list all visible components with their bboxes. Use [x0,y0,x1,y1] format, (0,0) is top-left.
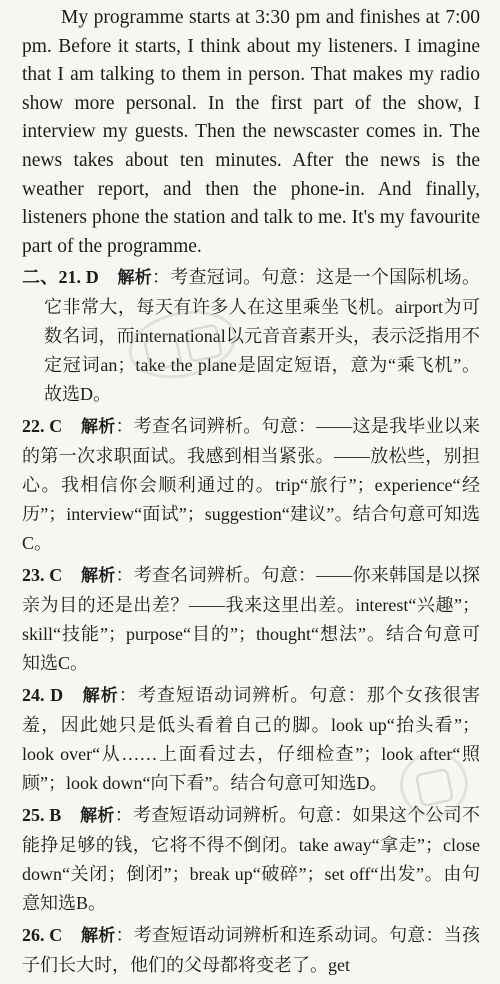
analysis-text: ：考查名词辨析。句意：——这是我毕业以来的第一次求职面试。我感到相当紧张。——放松些，别担心。我相信你会顺利通过的。trip“旅行”；experience“经历”；interview“面试”；suggestion“建议”。结合句意可知选C。 [22,416,480,554]
page [22,4,480,983]
answer-choice: D [85,267,99,288]
answer-choice: C [49,416,63,437]
answer-item-25 [22,801,480,918]
question-number: 26. [22,925,45,946]
answer-choice: B [49,805,62,826]
answer-item-26 [22,921,480,980]
analysis-keyword: 解析 [81,566,116,587]
answer-choice: C [49,925,63,946]
answer-item-23 [22,561,480,678]
watermark-stamp-icon: ▢ [394,746,474,824]
analysis-text: ：考查短语动词辨析。句意：那个女孩很害羞，因此她只是低头看着自己的脚。look up“抬头看”；look over“从……上面看过去，仔细检查”；look after“照顾”；look down“向下看”。结合句意可知选D。 [22,685,481,794]
question-number: 24. [22,685,45,706]
analysis-keyword: 解析 [81,417,116,438]
analysis-text: ：考查冠词。句意：这是一个国际机场。它非常大，每天有许多人在这里乘坐飞机。airport为可数名词，而international以元音音素开头，表示泛指用不定冠词an；take the plane是固定短语，意为“乘飞机”。故选D。 [44,267,481,405]
answer-item-22 [22,412,480,558]
answer-item-21 [22,263,480,409]
analysis-keyword: 解析 [80,806,115,827]
analysis-keyword: 解析 [117,268,152,289]
answer-choice: D [50,685,64,706]
listening-passage: My programme starts at 3:30 pm and finishes at 7:00 pm. Before it starts, I think about my listeners. I imagine that I am talking to them in person. That makes my radio show more personal. In the first part of the show, I interview my guests. Then the newscaster comes in. The news takes about ten minutes. After the news is the weather report, and then the phone-in. And finally, listeners phone the station and talk to me. It's my favourite part of the programme. [22,7,480,257]
question-number: 22. [22,416,45,437]
question-number: 23. [22,565,45,586]
analysis-text: ：考查短语动词辨析和连系动词。句意：当孩子们长大时，他们的父母都将变老了。get [22,925,481,976]
question-number: 25. [22,805,45,826]
answer-choice: C [49,565,63,586]
watermark-stamp-icon: ▢▢ [122,301,242,387]
analysis-keyword: 解析 [82,686,119,707]
analysis-text: ：考查短语动词辨析。句意：如果这个公司不能挣足够的钱，它将不得不倒闭。take away“拿走”；close down“关闭；倒闭”；break up“破碎”；set off“出发”。由句意知选B。 [22,805,481,914]
analysis-text: ：考查名词辨析。句意：——你来韩国是以探亲为目的还是出差？——我来这里出差。interest“兴趣”；skill“技能”；purpose“目的”；thought“想法”。结合句意可知选C。 [22,565,480,674]
question-number: 二、21. [22,267,81,288]
analysis-keyword: 解析 [81,926,116,947]
